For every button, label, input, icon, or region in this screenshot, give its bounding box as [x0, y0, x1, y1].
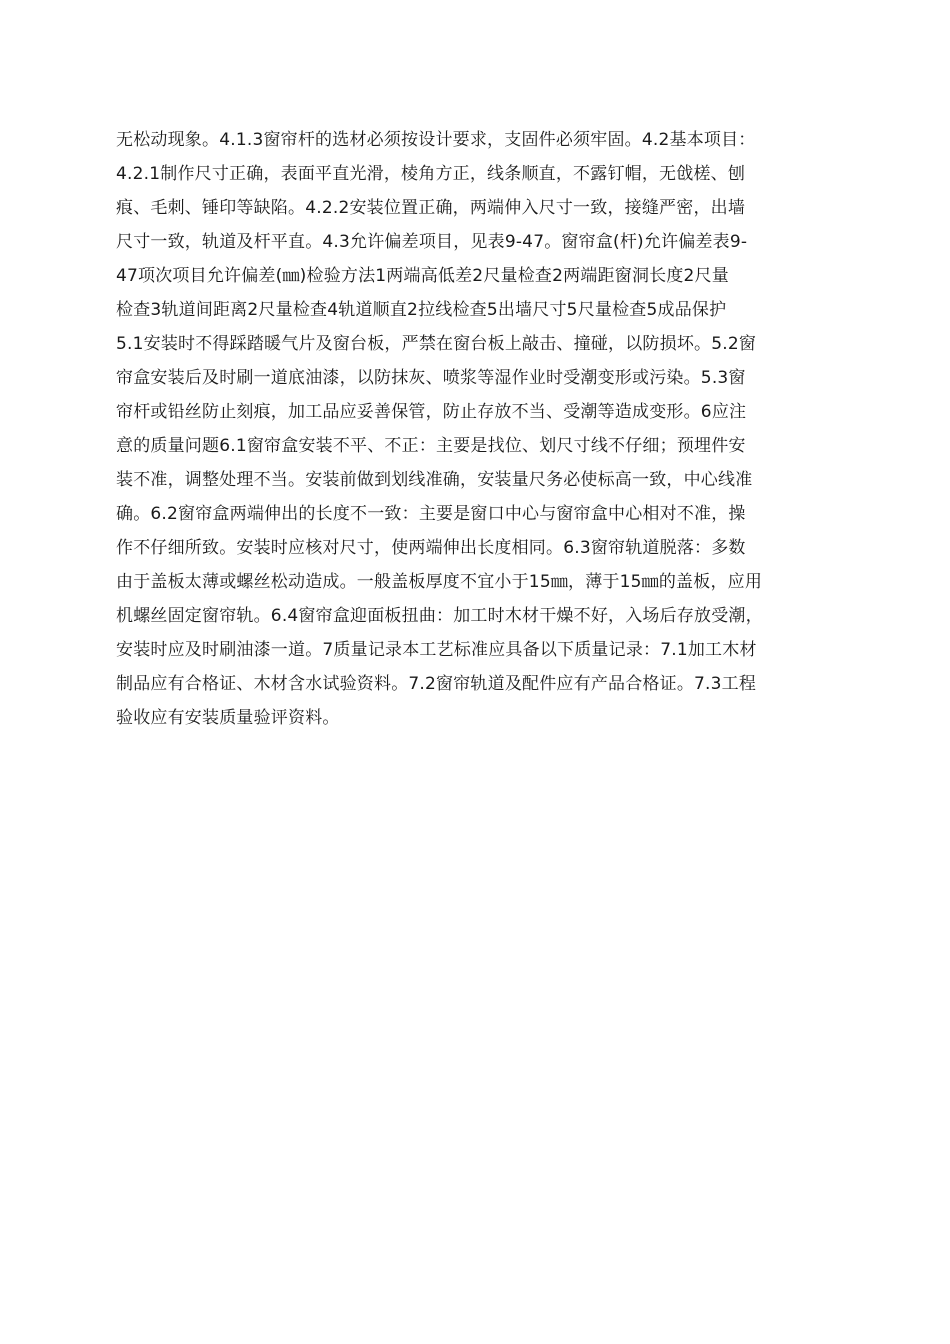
body-paragraph: [116, 123, 840, 735]
text-line: 安装时应及时刷油漆一道。7质量记录本工艺标准应具备以下质量记录：7.1加工木材: [116, 640, 757, 660]
text-line: 制品应有合格证、木材含水试验资料。7.2窗帘轨道及配件应有产品合格证。7.3工程: [116, 674, 757, 694]
text-line: 检查3轨道间距离2尺量检查4轨道顺直2拉线检查5出墙尺寸5尺量检查5成品保护: [116, 300, 727, 320]
text-line: 确。6.2窗帘盒两端伸出的长度不一致：主要是窗口中心与窗帘盒中心相对不准，操: [116, 504, 746, 524]
text-line: 尺寸一致，轨道及杆平直。4.3允许偏差项目，见表9-47。窗帘盒(杆)允许偏差表9-: [116, 232, 748, 252]
text-line: 4.2.1制作尺寸正确，表面平直光滑，棱角方正，线条顺直，不露钉帽，无戗槎、刨: [116, 164, 746, 184]
text-line: 机螺丝固定窗帘轨。6.4窗帘盒迎面板扭曲：加工时木材干燥不好，入场后存放受潮，: [116, 606, 763, 626]
text-line: 无松动现象。4.1.3窗帘杆的选材必须按设计要求，支固件必须牢固。4.2基本项目：: [116, 130, 756, 150]
text-line: 作不仔细所致。安装时应核对尺寸，使两端伸出长度相同。6.3窗帘轨道脱落：多数: [116, 538, 746, 558]
text-line: 痕、毛刺、锤印等缺陷。4.2.2安装位置正确，两端伸入尺寸一致，接缝严密，出墙: [116, 198, 746, 218]
text-line: 由于盖板太薄或螺丝松动造成。一般盖板厚度不宜小于15㎜，薄于15㎜的盖板，应用: [116, 572, 763, 592]
text-line: 帘盒安装后及时刷一道底油漆，以防抹灰、喷浆等湿作业时受潮变形或污染。5.3窗: [116, 368, 746, 388]
text-line: 装不准，调整处理不当。安装前做到划线准确，安装量尺务必使标高一致，中心线准: [116, 470, 753, 490]
text-line: 帘杆或铅丝防止刻痕，加工品应妥善保管，防止存放不当、受潮等造成变形。6应注: [116, 402, 747, 422]
text-line: 47项次项目允许偏差(㎜)检验方法1两端高低差2尺量检查2两端距窗洞长度2尺量: [116, 266, 729, 286]
text-line: 意的质量问题6.1窗帘盒安装不平、不正：主要是找位、划尺寸线不仔细；预埋件安: [116, 436, 746, 456]
text-line: 验收应有安装质量验评资料。: [116, 708, 340, 728]
text-line: 5.1安装时不得踩踏暖气片及窗台板，严禁在窗台板上敲击、撞碰，以防损坏。5.2窗: [116, 334, 757, 354]
